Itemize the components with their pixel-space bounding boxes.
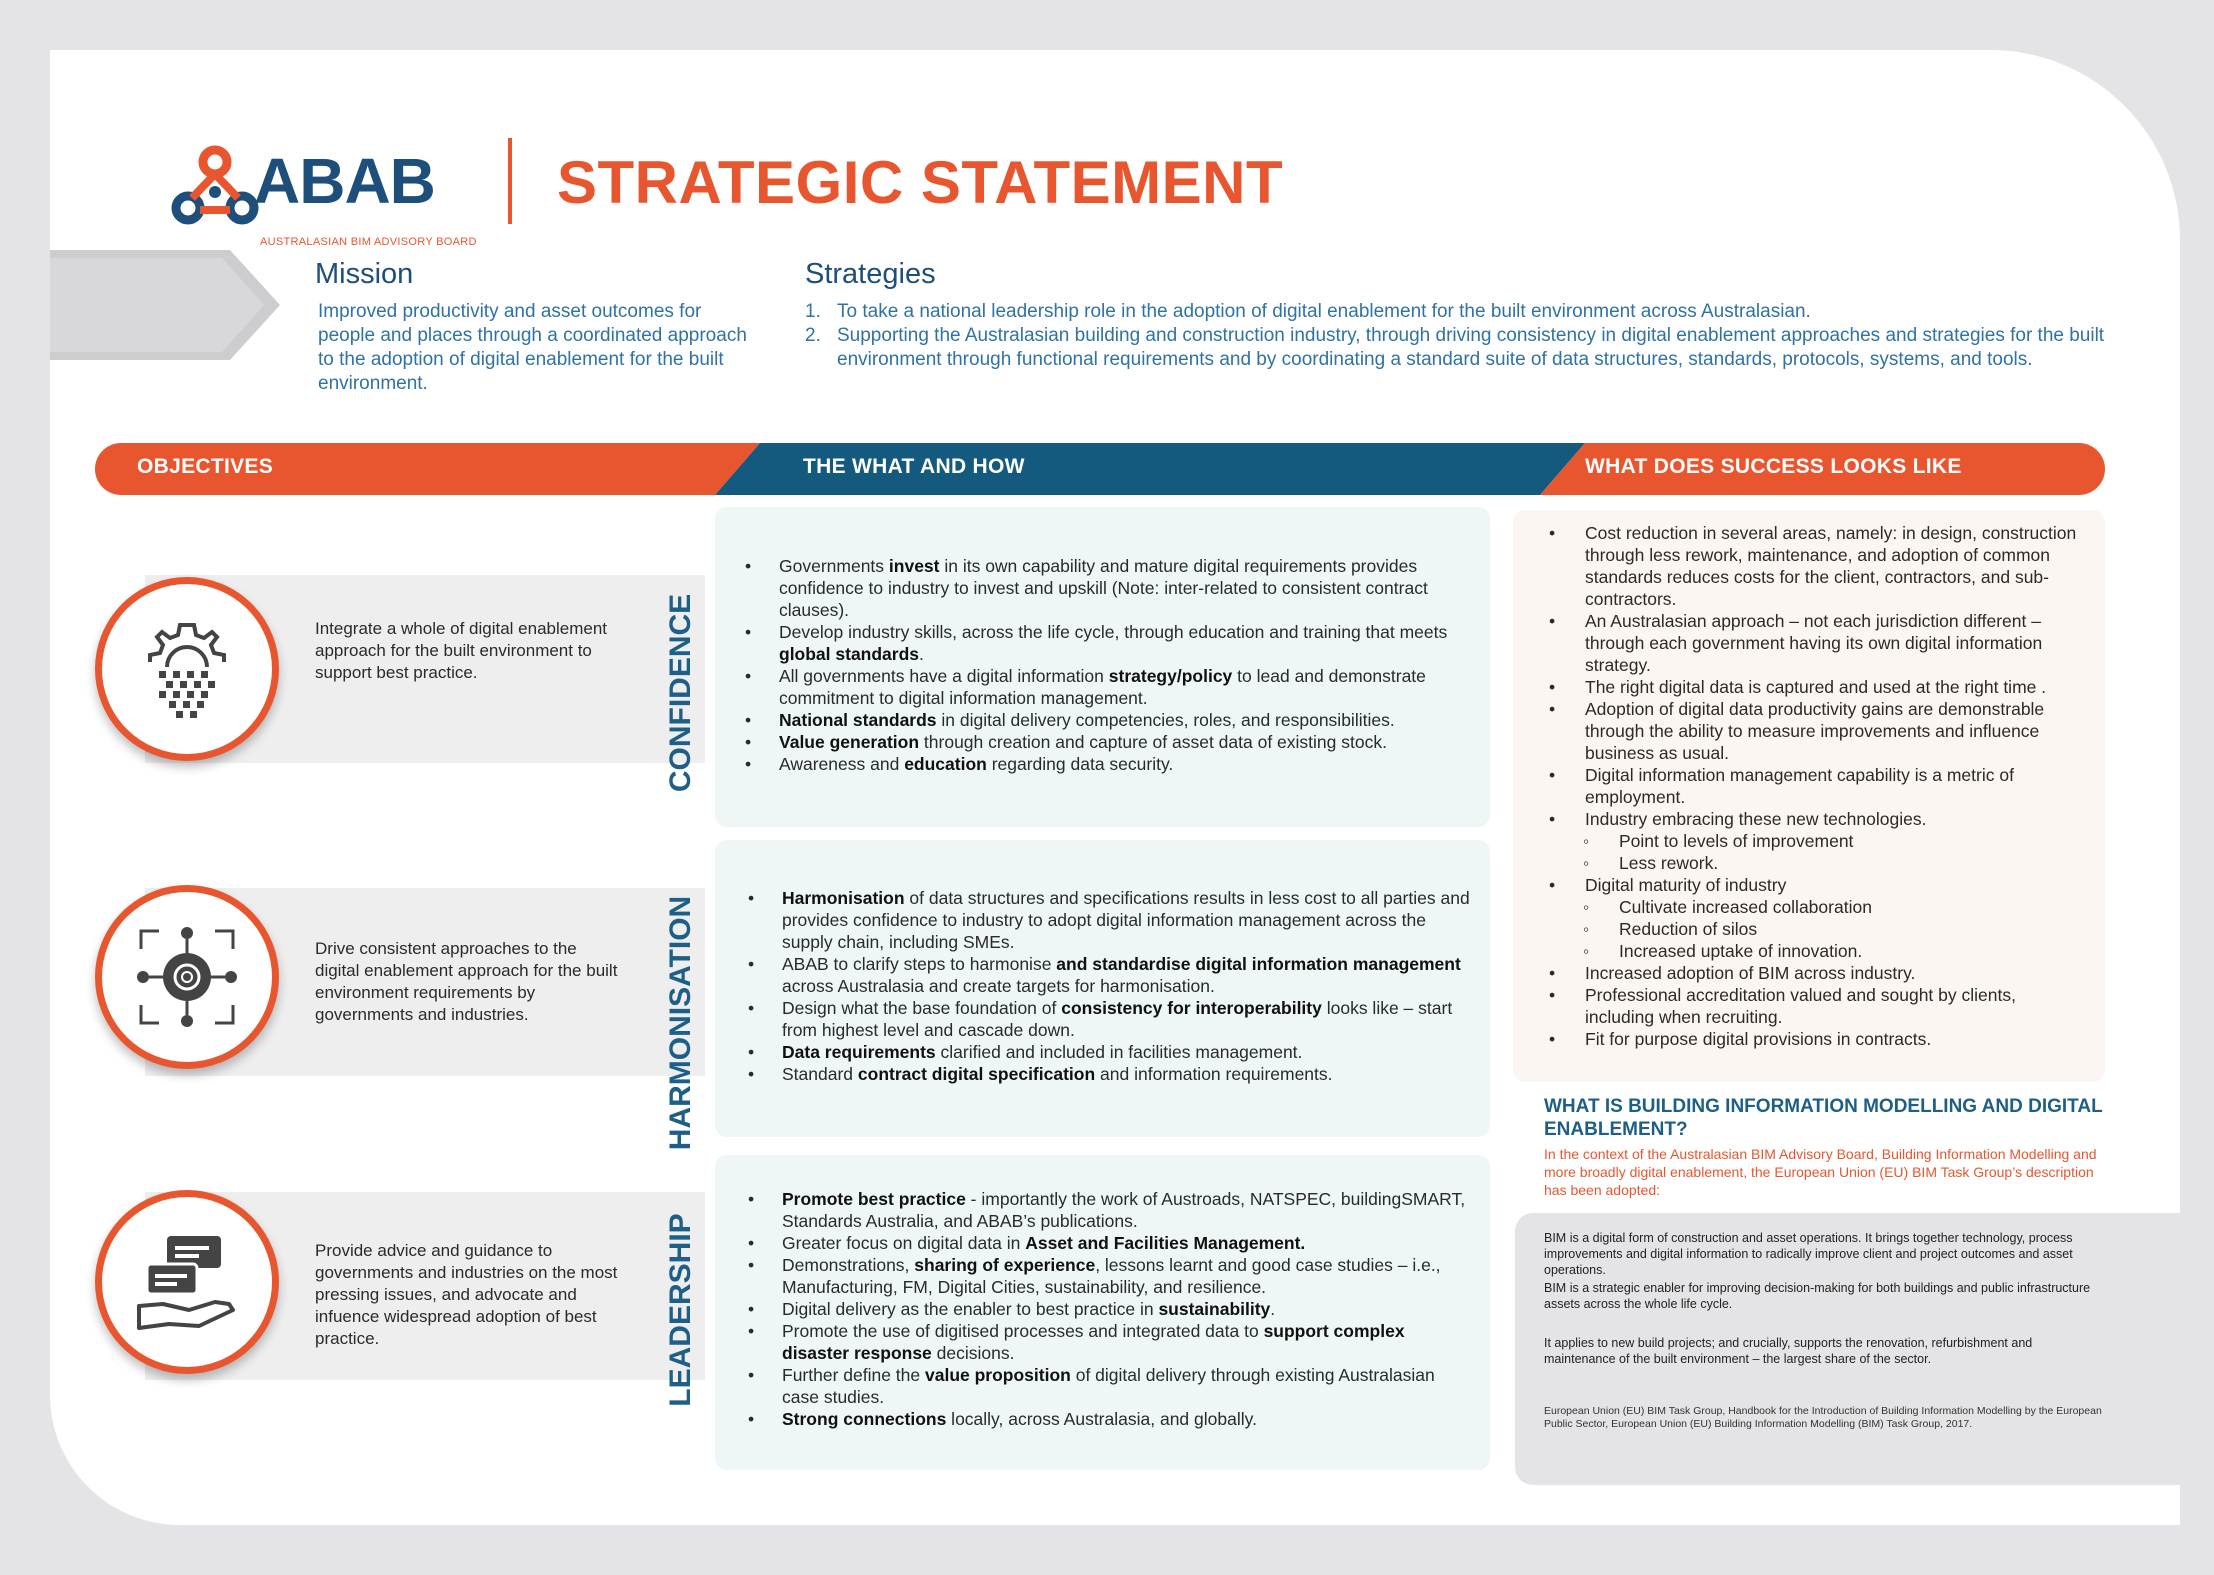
pillar-harmonisation: HARMONISATION [664,895,697,1151]
list-item: • Design what the base foundation of consistency for interoperability looks like – start from highest level and cascade down. [748,997,1473,1041]
success-item: • Digital information management capability is a metric of employment. [1549,764,2089,808]
objective-text: Drive consistent approaches to the digital enablement approach for the built environment requirements by governments and industries. [315,939,618,1024]
list-item: • Demonstrations, sharing of experience, lessons learnt and good case studies – i.e., Manufacturing, FM, Digital Cities, sustainability, and resilience. [748,1254,1473,1298]
gear-data-icon [129,611,245,727]
objective-text: Provide advice and guidance to governments and industries on the most pressing issues, and advocate and infuence widespread adoption of best practice. [315,1241,618,1348]
list-item: • Digital delivery as the enabler to best practice in sustainability. [748,1298,1473,1320]
abab-logo-mark-icon [170,140,260,240]
success-item: • An Australasian approach – not each jurisdiction different – through each government having its own digital information strategy. [1549,610,2089,676]
success-item: • Digital maturity of industry [1549,874,2089,896]
success-subitem: ◦ Point to levels of improvement [1549,830,2089,852]
objective-icon-circle [95,1190,279,1374]
mission-arrow-icon [50,250,280,360]
bim-paragraph: BIM is a strategic enabler for improving decision-making for both buildings and public infrastructure assets across the whole life cycle. [1544,1281,2091,1311]
strategies-list [805,300,2105,372]
logo-word: ABAB [254,145,435,217]
banner-success-label: WHAT DOES SUCCESS LOOKS LIKE [1585,455,1962,478]
bim-paragraph: It applies to new build projects; and crucially, supports the renovation, refurbishment and maintenance of the built environment – the largest share of the sector. [1544,1336,2033,1366]
network-fingerprint-icon [129,919,245,1035]
pillar-confidence: CONFIDENCE [664,593,697,793]
harmonisation-list [748,887,1473,1085]
bim-paragraph: BIM is a digital form of construction and asset operations. It brings together technology, process improvements and digital information to radically improve client and project outcomes and asset operations. [1544,1231,2073,1277]
success-subitem: ◦ Increased uptake of innovation. [1549,940,2089,962]
list-item: • All governments have a digital information strategy/policy to lead and demonstrate commitment to digital information management. [745,665,1470,709]
list-item: • Standard contract digital specification and information requirements. [748,1063,1473,1085]
confidence-list [745,555,1470,775]
success-item: • Fit for purpose digital provisions in contracts. [1549,1028,2089,1050]
strategic-statement-sheet [50,50,2180,1525]
objective-icon-circle [95,885,279,1069]
strategy-item: 1. To take a national leadership role in the adoption of digital enablement for the built environment across Australasian. [805,301,1811,322]
page-title: STRATEGIC STATEMENT [557,149,1284,216]
leadership-list [748,1188,1473,1430]
success-subitem: ◦ Reduction of silos [1549,918,2089,940]
list-item: • Promote best practice - importantly the work of Austroads, NATSPEC, buildingSMART, Standards Australia, and ABAB’s publications. [748,1188,1473,1232]
list-item: • Value generation through creation and capture of asset data of existing stock. [745,731,1470,753]
success-item: • Industry embracing these new technologies. [1549,808,2089,830]
objective-icon-circle [95,577,279,761]
success-item: • The right digital data is captured and used at the right time . [1549,676,2089,698]
success-subitem: ◦ Cultivate increased collaboration [1549,896,2089,918]
banner-what-how-label: THE WHAT AND HOW [803,455,1025,478]
success-item: • Adoption of digital data productivity gains are demonstrable through the ability to measure improvements and influence business as usual. [1549,698,2089,764]
list-item: • National standards in digital delivery competencies, roles, and responsibilities. [745,709,1470,731]
banner-objectives-label: OBJECTIVES [137,455,274,478]
list-item: • Strong connections locally, across Australasia, and globally. [748,1408,1473,1430]
logo-subtitle: AUSTRALASIAN BIM ADVISORY BOARD [260,236,477,248]
bim-intro: In the context of the Australasian BIM Advisory Board, Building Information Modelling and more broadly digital enablement, the European Union (EU) BIM Task Group’s description has been adopted: [1544,1146,2097,1198]
mission-heading: Mission [315,258,414,290]
list-item: • Promote the use of digitised processes and integrated data to support complex disaster response decisions. [748,1320,1473,1364]
list-item: • ABAB to clarify steps to harmonise and standardise digital information management across Australasia and create targets for harmonisation. [748,953,1473,997]
success-item: • Cost reduction in several areas, namely: in design, construction through less rework, maintenance, and adoption of common standards reduces costs for the client, contractors, and sub-contractors. [1549,522,2089,610]
objective-text: Integrate a whole of digital enablement approach for the built environment to support best practice. [315,619,608,682]
list-item: • Develop industry skills, across the life cycle, through education and training that meets global standards. [745,621,1470,665]
list-item: • Awareness and education regarding data security. [745,753,1470,775]
list-item: • Further define the value proposition of digital delivery through existing Australasian case studies. [748,1364,1473,1408]
strategy-item: 2. Supporting the Australasian building and construction industry, through driving consistency in digital enablement approaches and strategies for the built environment through functional requirements and by coordinating a standard suite of data structures, standards, protocols, systems, and tools. [805,325,2105,370]
abab-logo [170,140,477,260]
bim-heading: WHAT IS BUILDING INFORMATION MODELLING AND DIGITAL ENABLEMENT? [1544,1096,2103,1140]
bim-reference: European Union (EU) BIM Task Group, Handbook for the Introduction of Building Information Modelling by the European Public Sector, European Union (EU) Building Information Modelling (BIM) Task Group, 2017. [1544,1405,2102,1430]
header-divider [508,138,512,224]
list-item: • Governments invest in its own capability and mature digital requirements provides confidence to industry to invest and upskill (Note: inter-related to consistent contract clauses). [745,555,1470,621]
advice-hand-icon [129,1224,245,1340]
list-item: • Greater focus on digital data in Asset and Facilities Management. [748,1232,1473,1254]
success-subitem: ◦ Less rework. [1549,852,2089,874]
mission-text: Improved productivity and asset outcomes for people and places through a coordinated approach to the adoption of digital enablement for the built environment. [318,301,747,394]
strategies-heading: Strategies [805,258,936,290]
success-item: • Increased adoption of BIM across industry. [1549,962,2089,984]
list-item: • Harmonisation of data structures and specifications results in less cost to all parties and provides confidence to industry to adopt digital information management across the supply chain, including SMEs. [748,887,1473,953]
pillar-leadership: LEADERSHIP [664,1213,697,1407]
success-item: • Professional accreditation valued and sought by clients, including when recruiting. [1549,984,2089,1028]
list-item: • Data requirements clarified and included in facilities management. [748,1041,1473,1063]
success-list [1549,522,2089,1050]
